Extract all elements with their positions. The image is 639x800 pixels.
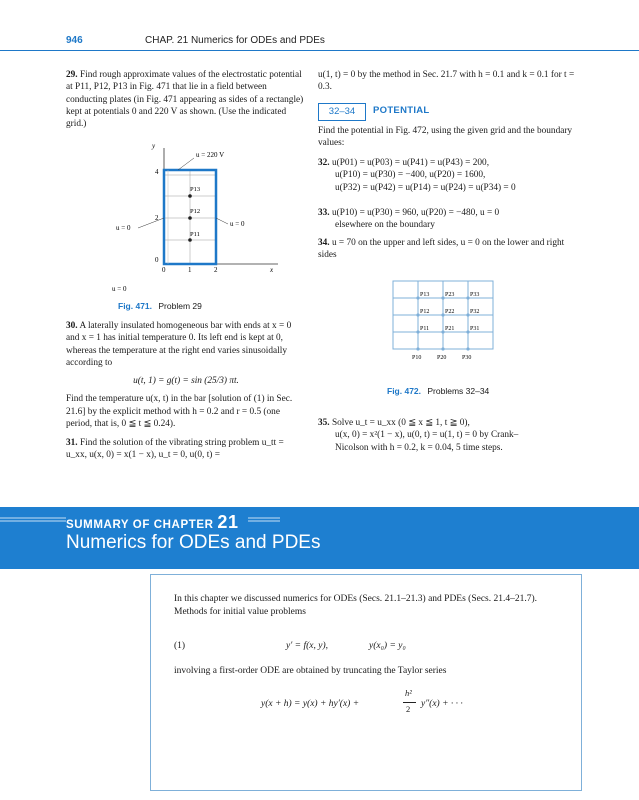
section-title: POTENTIAL [373, 105, 430, 116]
summary-paragraph: involving a first-order ODE are obtained by truncating the Taylor series [174, 666, 447, 676]
problem-text: u = 70 on the upper and left sides, u = 0 on the lower and right sides [318, 238, 565, 261]
caption-label: Fig. 472. [387, 386, 422, 396]
y-tick: 2 [155, 214, 159, 222]
summary-label [66, 512, 239, 533]
caption-label: Fig. 471. [118, 301, 153, 311]
taylor-rhs: y″(x) + · · · [421, 699, 463, 709]
equation-line: u(x, 0) = x²(1 − x), u(0, t) = u(1, t) = 0 by Crank– [335, 430, 519, 441]
problem-text: Find the solution of the vibrating string problem u_tt = u_xx, u(x, 0) = x(1 − x), u_t = 0, u(0, t) = [66, 438, 284, 461]
equation-line: Solve u_t = u_xx (0 ≦ x ≦ 1, t ≧ 0), [331, 418, 470, 428]
figure-471 [100, 140, 290, 298]
y-axis-label: y [152, 142, 156, 150]
right-boundary-label: u = 0 [230, 220, 245, 228]
x-tick: 2 [214, 266, 218, 274]
point-label: P20 [437, 355, 447, 361]
grid-point [466, 347, 469, 350]
fig-471-caption [118, 301, 202, 311]
problem-number: 29. [66, 70, 78, 80]
point-label: P21 [445, 326, 455, 332]
page-number: 946 [66, 35, 83, 46]
equation-condition: y(x₀) = y₀ [369, 641, 406, 651]
point-label: P31 [470, 326, 480, 332]
point-label: P10 [412, 355, 422, 361]
point-label: P11 [420, 326, 430, 332]
equation-line: u(P01) = u(P03) = u(P41) = u(P43) = 200, [331, 158, 490, 168]
problem-number: 33. [318, 208, 330, 218]
problem-31 [66, 437, 306, 462]
point-label: P12 [190, 208, 201, 215]
problem-text-continued: Find the temperature u(x, t) in the bar [solution of (1) in Sec. 21.6] by the explicit method with h = 0.2 and r = 0.5 (one period, that is, 0 ≦ t ≦ 0.24). [66, 394, 293, 430]
header-rule [0, 50, 639, 51]
point-label: P13 [420, 292, 430, 298]
x-axis-label: x [270, 266, 274, 274]
point-label: P33 [470, 292, 480, 298]
problem-32 [318, 157, 580, 194]
equation-line: Nicolson with h = 0.2, k = 0.04, 5 time steps. [335, 442, 503, 453]
running-header: CHAP. 21 Numerics for ODEs and PDEs [145, 35, 325, 46]
summary-chapter-number: 21 [217, 512, 239, 532]
section-intro: Find the potential in Fig. 472, using the given grid and the boundary values: [318, 126, 573, 149]
equation: y′ = f(x, y), [286, 641, 328, 651]
summary-box [150, 574, 582, 791]
problem-number: 32. [318, 158, 330, 168]
figure-472 [388, 276, 498, 376]
x-tick: 0 [162, 266, 166, 274]
problem-33 [318, 207, 580, 232]
equation-line: u(P32) = u(P42) = u(P14) = u(P24) = u(P34) = 0 [335, 182, 516, 193]
taylor-numerator: h² [405, 688, 412, 698]
y-tick: 4 [155, 168, 159, 176]
caption-text: Problem 29 [158, 301, 202, 311]
grid-point [188, 238, 192, 242]
caption-text: Problems 32–34 [427, 386, 490, 396]
point-label: P32 [470, 309, 480, 315]
point-label: P23 [445, 292, 455, 298]
problem-31-continued: u(1, t) = 0 by the method in Sec. 21.7 with h = 0.1 and k = 0.1 for t = 0.3. [318, 70, 575, 93]
fig-472-caption [387, 386, 489, 396]
problem-34 [318, 237, 580, 262]
grid-point [188, 194, 192, 198]
point-label: P13 [190, 186, 201, 193]
equation-line: u(P10) = u(P30) = 960, u(P20) = −480, u = 0 [331, 208, 500, 218]
problem-number: 35. [318, 418, 330, 428]
bottom-boundary-label: u = 0 [112, 285, 127, 293]
section-range-box: 32–34 [318, 103, 366, 121]
problem-number: 30. [66, 321, 78, 331]
summary-label-text: SUMMARY OF CHAPTER [66, 519, 214, 531]
grid-point [416, 347, 419, 350]
equation-number: (1) [174, 641, 186, 651]
left-boundary-label: u = 0 [116, 224, 131, 232]
grid-point [188, 216, 192, 220]
summary-title: Numerics for ODEs and PDEs [66, 532, 321, 553]
taylor-lhs: y(x + h) = y(x) + hy′(x) + [261, 699, 360, 709]
top-boundary-label: u = 220 V [196, 151, 225, 159]
grid-point [441, 347, 444, 350]
point-label: P30 [462, 355, 472, 361]
point-label: P22 [445, 309, 455, 315]
problem-number: 34. [318, 238, 330, 248]
problem-35 [318, 417, 580, 454]
problem-number: 31. [66, 438, 78, 448]
y-tick: 0 [155, 256, 159, 264]
taylor-denominator: 2 [406, 704, 411, 714]
problem-text: A laterally insulated homogeneous bar with ends at x = 0 and x = 1 has initial temperature 0. Its left end is kept at 0, whereas the temperature at the right end varies sinusoidally according to [66, 321, 292, 368]
problem-text: Find rough approximate values of the electrostatic potential at P11, P12, P13 in Fig. 471 that lie in a field between conducting plates (in Fig. 471 appearing as sides of a rectangle) kept at potentials 0 and 220 V as shown. (Use the indicated grid.) [66, 70, 304, 130]
summary-paragraph: In this chapter we discussed numerics for ODEs (Secs. 21.1–21.3) and PDEs (Secs. 21.4–21.7). Methods for initial value problems [174, 594, 538, 617]
point-label: P11 [190, 231, 200, 238]
problem-30 [66, 320, 306, 430]
equation: u(t, 1) = g(t) = sin (25/3) πt. [133, 376, 239, 387]
equation-line: elsewhere on the boundary [335, 220, 435, 231]
problem-29 [66, 69, 306, 130]
point-label: P12 [420, 309, 430, 315]
equation-line: u(P10) = u(P30) = −400, u(P20) = 1600, [335, 170, 486, 181]
x-tick: 1 [188, 266, 192, 274]
